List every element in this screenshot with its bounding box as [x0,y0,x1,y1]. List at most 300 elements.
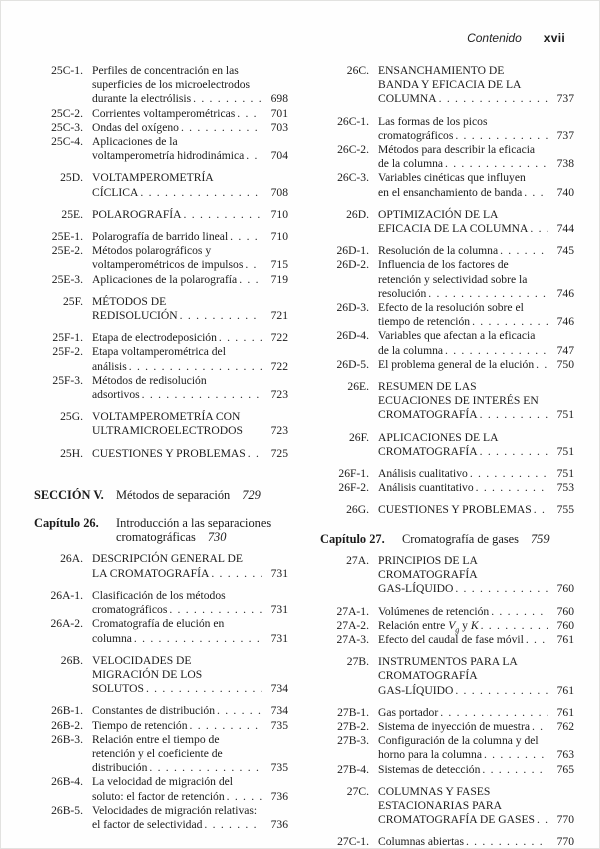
entry-title-line: CUESTIONES Y PROBLEMAS [378,503,532,517]
entry-label: 25C-2. [51,106,83,120]
entry-label: Capítulo 27. [320,531,385,546]
entry-label: 26B-3. [51,732,83,746]
toc-entry [320,481,574,495]
entry-label: Capítulo 26. [34,516,99,531]
toc-entry [320,64,574,107]
entry-page-number: 704 [270,149,288,163]
toc-entry [320,785,574,828]
entry-title-line: Aplicaciones de la [92,135,178,149]
entry-title-line: Clasificación de los métodos [92,588,226,602]
chapter-heading [320,532,574,546]
entry-label: 25G. [60,410,83,424]
toc-entry [320,633,574,647]
entry-page-number: 765 [556,762,574,776]
entry-title-line: Aplicaciones de la polarografía [92,272,238,286]
entry-title-line: resolución [378,286,427,300]
entry-title-line: Variables que afectan a la eficacia [378,329,536,343]
entry-title-line: CÍCLICA [92,185,139,199]
dot-leader [142,388,262,402]
entry-title-line: durante la electrólisis [92,92,192,106]
entry-title-line: cromatográficos [92,603,168,617]
entry-page-number: 731 [270,603,288,617]
toc-entry [320,720,574,734]
running-title: Contenido [467,31,522,45]
entry-label: 26F-2. [338,481,369,495]
toc-entry [320,115,574,143]
entry-title-line: GAS-LÍQUIDO [378,582,454,596]
toc-entry [320,208,574,236]
entry-title-line: de la columna [378,157,444,171]
dot-leader [217,704,262,718]
entry-title-line: DESCRIPCIÓN GENERAL DE [92,552,243,566]
entry-page-number: 723 [270,424,288,438]
toc-entry [34,273,288,287]
dot-leader [526,633,548,647]
entry-title-line: EFICACIA DE LA COLUMNA [378,222,529,236]
entry-title-line: Gas portador [378,705,439,719]
entry-page-number: 721 [270,309,288,323]
entry-page-number: 701 [270,106,288,120]
dot-leader [445,157,548,171]
dot-leader [524,186,548,200]
entry-title-line: Relación entre $V_g$ y K [378,618,479,635]
entry-title-line: La velocidad de migración del [92,775,233,789]
entry-label: 27B-2. [337,719,369,733]
entry-title-line: Métodos para describir la eficacia [378,143,536,157]
entry-page-number: 737 [556,128,574,142]
entry-page-number: 770 [556,835,574,849]
toc-entry [320,301,574,329]
toc-entry [320,734,574,762]
entry-page-number: 755 [556,503,574,517]
dot-leader [530,222,548,236]
toc-entry [34,331,288,345]
entry-title-line: Métodos de redisolución [92,373,207,387]
entry-label: 26A-2. [50,617,83,631]
toc-column-left [34,56,288,849]
entry-title-line: adsortivos [92,388,140,402]
toc-entry [34,617,288,645]
entry-title-line: Influencia de los factores de [378,258,509,272]
toc-entry [34,171,288,199]
entry-title-line: Métodos polarográficos y [92,244,212,258]
dot-leader [230,230,262,244]
toc-entry [34,719,288,733]
entry-title-line: VOLTAMPEROMETRÍA [92,171,214,185]
dot-leader [428,287,548,301]
entry-label: 27C-1. [337,835,369,849]
entry-label: 26A-1. [50,588,83,602]
entry-page-number: 729 [242,487,261,502]
dot-leader [219,331,262,345]
entry-label: 26E. [347,380,369,394]
entry-title-line: VOLTAMPEROMETRÍA CON [92,410,241,424]
entry-label: 26D-1. [336,244,369,258]
entry-label: 25H. [60,446,83,460]
section-heading [34,488,288,502]
toc-entry [320,329,574,357]
entry-label: 26C. [346,64,369,77]
dot-leader [149,761,262,775]
entry-title-line: de la columna [378,343,444,357]
entry-label: 26F. [348,430,369,444]
entry-page-number: 759 [530,531,550,546]
entry-page-number: 744 [556,222,574,236]
entry-page-number: 751 [556,467,574,481]
dot-leader [445,344,548,358]
toc-entry [320,358,574,372]
entry-title-line: RESUMEN DE LAS [378,380,477,394]
entry-page-number: 747 [556,343,574,357]
entry-title-line: SOLUTOS [92,682,144,696]
entry-label: 27A-2. [336,618,369,632]
toc-entry [34,121,288,135]
dot-leader [248,447,262,461]
toc-entry [34,244,288,272]
entry-page-number: 750 [556,357,574,371]
toc-entry [34,589,288,617]
entry-page-number: 738 [556,157,574,171]
entry-page-number: 740 [556,185,574,199]
entry-page-number: 761 [556,683,574,697]
toc-entry [320,258,574,301]
entry-title-line: CROMATOGRAFÍA [378,408,478,422]
entry-title-line: cromatográficos [378,128,454,142]
entry-page-number: 735 [270,718,288,732]
entry-title-line: retención y selectividad sobre la [378,272,528,286]
entry-page-number: 734 [270,704,288,718]
dot-leader [536,358,548,372]
entry-page-number: 722 [270,359,288,373]
entry-title-line: CROMATOGRAFÍA DE GASES [378,813,535,827]
entry-title-line: cromatográficas [116,530,196,545]
entry-title-line: ENSANCHAMIENTO DE [378,64,505,77]
toc-entry [34,447,288,461]
entry-title-line: Polarografía de barrido lineal [92,230,229,244]
entry-label: 27B-4. [337,762,369,776]
dot-leader [190,719,262,733]
entry-label: 25C-3. [51,120,83,134]
entry-page-number: 753 [556,481,574,495]
entry-page-number: 703 [270,120,288,134]
toc-entry [320,706,574,720]
entry-label: 27A. [346,553,369,567]
entry-page-number: 746 [556,315,574,329]
entry-title-line: CROMATOGRAFÍA [378,444,478,458]
dot-leader [440,706,548,720]
entry-page-number: 731 [270,566,288,580]
entry-title-line: POLAROGRAFÍA [92,207,182,221]
dot-leader [169,603,262,617]
entry-label: 26B. [60,653,83,667]
entry-title-line: APLICACIONES DE LA [378,430,499,444]
dot-leader [472,315,548,329]
entry-title-line: tiempo de retención [378,315,471,329]
dot-leader [246,149,262,163]
entry-label: 25E-1. [51,230,83,244]
entry-label: 26C-1. [337,114,369,128]
entry-title-line: Velocidades de migración relativas: [92,803,258,817]
entry-label: 25C-1. [51,64,83,77]
toc-entry [34,552,288,580]
entry-title-line: Resolución de la columna [378,244,499,258]
toc-entry [34,135,288,163]
dot-leader [455,684,548,698]
dot-leader [439,92,548,106]
entry-page-number: 730 [207,530,227,545]
dot-leader [534,503,548,517]
entry-title-line: voltamperometría hidrodinámica [92,149,245,163]
toc-entry [320,554,574,597]
entry-title-line: El problema general de la elución [378,357,535,371]
entry-page-number: 763 [556,748,574,762]
entry-title-line: INSTRUMENTOS PARA LA [378,655,518,669]
entry-label: 26D-3. [336,301,369,315]
entry-title-line: horno para la columna [378,748,482,762]
entry-title-line: Tiempo de retención [92,718,188,732]
entry-page-number: 760 [556,604,574,618]
entry-title-line: MÉTODOS DE [92,294,167,308]
entry-title-line: Efecto del caudal de fase móvil [378,632,524,646]
entry-page-number: 723 [270,388,288,402]
toc-entry [320,835,574,849]
chapter-heading [34,516,288,544]
entry-title-line: ECUACIONES DE INTERÉS EN [378,394,539,408]
toc-entry [320,605,574,619]
toc-entry [34,733,288,776]
entry-title-line: Análisis cualitativo [378,467,468,481]
dot-leader [239,273,262,287]
entry-label: 27B-3. [337,734,369,748]
toc-entry [320,143,574,171]
entry-label: 25D. [60,171,83,185]
entry-title-line: en el ensanchamiento de banda [378,185,523,199]
entry-page-number: 737 [556,92,574,106]
entry-title-line: Configuración de la columna y del [378,734,539,748]
toc-columns [34,56,573,849]
dot-leader [455,582,548,596]
entry-title-line: retención y el coeficiente de [92,746,223,760]
dot-leader [476,481,548,495]
entry-label: 27C. [346,784,369,798]
entry-title-line: GAS-LÍQUIDO [378,683,454,697]
entry-title-line: Cromatografía de elución en [92,617,225,631]
toc-entry [34,374,288,402]
entry-title-line: COLUMNAS Y FASES [378,784,491,798]
entry-title-line: superficies de los microelectrodos [92,78,251,92]
toc-entry [34,208,288,222]
dot-leader [211,567,262,581]
entry-label: SECCIÓN V. [34,487,104,502]
dot-leader [491,605,548,619]
toc-entry [34,64,288,107]
toc-entry [320,171,574,199]
entry-title-line: CUESTIONES Y PROBLEMAS [92,446,246,460]
entry-label: 26D-4. [336,329,369,343]
entry-page-number: 761 [556,705,574,719]
entry-page-number: 762 [556,719,574,733]
entry-title-line: COLUMNA [378,92,437,106]
dot-leader [532,720,548,734]
entry-label: 26G. [346,503,369,517]
toc-entry [320,244,574,258]
entry-page-number: 736 [270,817,288,831]
entry-title-line: Variables cinéticas que influyen [378,171,526,185]
dot-leader [193,92,262,106]
dot-leader [204,818,262,832]
entry-title-line: Las formas de los picos [378,114,488,128]
entry-page-number: 710 [270,230,288,244]
toc-entry [34,230,288,244]
entry-title-line: Análisis cuantitativo [378,481,474,495]
dot-leader [140,186,262,200]
toc-entry [320,467,574,481]
entry-page-number: 725 [270,446,288,460]
entry-page-number: 710 [270,207,288,221]
entry-title-line: REDISOLUCIÓN [92,309,178,323]
entry-title-line: CROMATOGRAFÍA [378,669,478,683]
entry-label: 25E. [61,207,83,221]
entry-title-line: CROMATOGRAFÍA [378,568,478,582]
dot-leader [466,835,548,849]
entry-page-number: 751 [556,444,574,458]
entry-page-number: 708 [270,185,288,199]
toc-entry [34,775,288,803]
entry-label: 25F-1. [52,331,83,345]
entry-label: 26B-2. [51,718,83,732]
toc-entry [320,655,574,698]
toc-entry [34,804,288,832]
entry-title-line: Sistema de inyección de muestra [378,719,530,733]
entry-title-line: OPTIMIZACIÓN DE LA [378,207,499,221]
dot-leader [482,763,548,777]
dot-leader [484,748,548,762]
entry-label: 26D-2. [336,258,369,272]
entry-title-line: el factor de selectividad [92,817,203,831]
entry-title-line: soluto: el factor de retención [92,789,225,803]
toc-entry [320,503,574,517]
dot-leader [455,129,548,143]
entry-label: 25E-3. [51,272,83,286]
toc-entry [34,654,288,697]
entry-label: 26F-1. [338,467,369,481]
entry-page-number: 734 [270,682,288,696]
entry-title-line: BANDA Y EFICACIA DE LA [378,78,522,92]
entry-label: 27B-1. [337,705,369,719]
entry-page-number: 751 [556,408,574,422]
toc-entry [320,431,574,459]
entry-title-line: ULTRAMICROELECTRODOS [92,424,243,438]
entry-title-line: Columnas abiertas [378,835,464,849]
entry-title-line: Relación entre el tiempo de [92,732,220,746]
dot-leader [537,813,548,827]
dot-leader [237,107,262,121]
entry-title-line: Sistemas de detección [378,762,481,776]
entry-title-line: PRINCIPIOS DE LA [378,553,478,567]
toc-column-right [320,56,574,849]
entry-page-number: 698 [270,92,288,106]
dot-leader [134,632,262,646]
entry-title-line: análisis [92,359,127,373]
entry-page-number: 770 [556,813,574,827]
toc-entry [34,704,288,718]
entry-label: 27A-1. [336,604,369,618]
entry-page-number: 735 [270,761,288,775]
dot-leader [480,408,548,422]
entry-title-line: Corrientes voltamperométricas [92,106,236,120]
toc-entry [34,410,288,438]
dot-leader [470,467,548,481]
entry-title-line: ESTACIONARIAS PARA [378,798,502,812]
entry-title-line: voltamperométricos de impulsos [92,258,244,272]
entry-label: 26B-4. [51,775,83,789]
entry-label: 25F-2. [52,345,83,359]
entry-label: 26C-3. [337,171,369,185]
entry-label: 26B-1. [51,704,83,718]
dot-leader [481,619,548,633]
entry-title-line: Etapa voltamperométrica del [92,345,226,359]
dot-leader [181,121,262,135]
entry-title-line: Volúmenes de retención [378,604,490,618]
entry-label: 26D. [346,207,369,221]
toc-entry [34,295,288,323]
dot-leader [129,360,262,374]
entry-title-line: Introducción a las separaciones [116,516,272,531]
entry-label: 27B. [346,655,369,669]
entry-label: 25E-2. [51,244,83,258]
entry-label: 26B-5. [51,803,83,817]
dot-leader [146,682,262,696]
entry-title-line: LA CROMATOGRAFÍA [92,566,210,580]
entry-title-line: Métodos de separación [116,487,231,502]
toc-entry [34,345,288,373]
entry-page-number: 719 [270,272,288,286]
entry-title-line: Constantes de distribución [92,704,216,718]
entry-page-number: 722 [270,331,288,345]
entry-label: 25F-3. [52,373,83,387]
entry-page-number: 736 [270,789,288,803]
dot-leader [245,258,262,272]
entry-title-line: Perfiles de concentración en las [92,64,239,77]
entry-page-number: 761 [556,632,574,646]
entry-page-number: 731 [270,631,288,645]
entry-page-number: 715 [270,258,288,272]
dot-leader [480,445,548,459]
toc-entry [320,619,574,633]
dot-leader [227,790,262,804]
entry-label: 26A. [60,552,83,566]
folio-page-number: xvii [543,31,565,45]
entry-title-line: Etapa de electrodeposición [92,331,217,345]
dot-leader [180,309,262,323]
entry-page-number: 760 [556,582,574,596]
entry-label: 25F. [62,294,83,308]
dot-leader [184,208,262,222]
toc-entry [320,380,574,423]
entry-title-line: Efecto de la resolución sobre el [378,301,524,315]
entry-title-line: VELOCIDADES DE [92,653,192,667]
entry-page-number: 745 [556,244,574,258]
entry-page-number: 760 [556,618,574,632]
running-header [34,31,573,45]
entry-label: 26D-5. [336,357,369,371]
entry-title-line: Ondas del oxígeno [92,120,179,134]
entry-label: 25C-4. [51,135,83,149]
entry-label: 26C-2. [337,143,369,157]
dot-leader [500,244,548,258]
entry-title-line: columna [92,631,132,645]
entry-page-number: 746 [556,286,574,300]
